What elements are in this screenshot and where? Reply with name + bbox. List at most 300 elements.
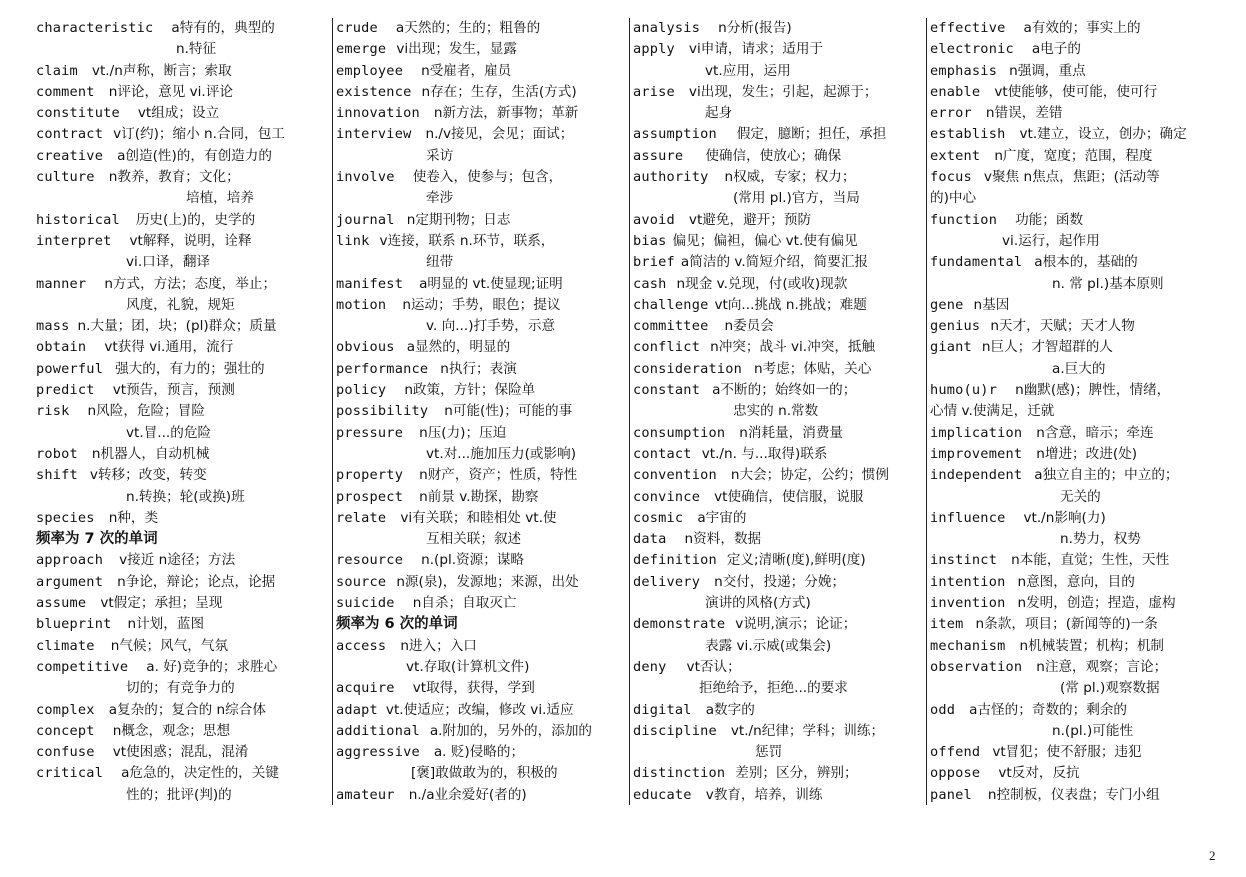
definition: a天然的；生的；粗鲁的 — [395, 20, 541, 36]
definition: n大会；协定，公约；惯例 — [730, 467, 889, 484]
definition: n含意，暗示；牵连 — [1036, 424, 1154, 441]
definition: vt使确信，使信服，说服 — [714, 488, 864, 505]
vocab-entry — [633, 785, 923, 805]
headword: blueprint — [36, 616, 112, 633]
headword: historical — [36, 211, 120, 228]
definition: n发明，创造；捏造，虚构 — [1017, 595, 1176, 612]
headword: distinction — [633, 765, 726, 782]
vocab-entry — [336, 82, 626, 103]
vocab-entry — [36, 657, 328, 700]
vocab-entry — [36, 167, 328, 210]
definition: n错误，差错 — [985, 105, 1063, 122]
definition: a有效的；事实上的 — [1023, 20, 1141, 36]
headword: bias — [633, 232, 667, 249]
definition: n交付，投递；分娩； — [714, 573, 846, 590]
definition-continuation: 心情 v.使满足，迁就 — [930, 403, 1055, 420]
definition: vt使能够，使可能，使可行 — [994, 83, 1158, 100]
vocab-entry — [930, 550, 1222, 571]
headword: performance — [336, 360, 429, 377]
definition: n权威，专家；权力； — [724, 169, 856, 186]
definition: vt反对，反抗 — [998, 765, 1080, 782]
headword: enable — [930, 83, 981, 100]
definition: 使确信，使放心；确保 — [705, 147, 842, 164]
definition: vi有关联；和睦相处 vt.使 — [400, 509, 557, 526]
definition: n源(泉)，发源地；来源，出处 — [396, 573, 579, 590]
definition: vt向...挑战 n.挑战；难题 — [714, 296, 867, 313]
definition: v教育，培养，训练 — [705, 786, 823, 803]
vocab-entry — [36, 61, 328, 82]
vocab-entry — [930, 146, 1222, 167]
definition: v连接，联系 n.环节，联系， — [379, 232, 555, 249]
definition: n条款，项目；(新闻等的)一条 — [975, 616, 1158, 633]
headword: establish — [930, 126, 1006, 143]
section-heading: 频率为 7 次的单词 — [36, 531, 158, 548]
definition-continuation: a.巨大的 — [1052, 360, 1106, 377]
headword: emphasis — [930, 62, 998, 79]
vocab-entry — [36, 444, 328, 465]
definition: n.(pl.资源；谋略 — [421, 552, 525, 569]
definition: n机械装置；机构；机制 — [1019, 637, 1165, 654]
definition: n./v接见，会见；面试； — [425, 126, 574, 143]
headword: constitute — [36, 105, 120, 122]
definition: n本能，直觉；生性，天性 — [1011, 552, 1170, 569]
definition: vt.使适应；改编，修改 vi.适应 — [385, 701, 574, 718]
vocab-entry — [930, 423, 1222, 444]
headword: extent — [930, 147, 981, 164]
vocab-entry — [633, 316, 923, 337]
definition-continuation: 培植，培养 — [186, 190, 254, 207]
headword: function — [930, 211, 998, 228]
definition-continuation: n.特征 — [176, 41, 217, 58]
headword: convention — [633, 467, 717, 484]
headword: observation — [930, 658, 1023, 675]
headword: interpret — [36, 232, 112, 249]
headword: link — [336, 232, 370, 249]
headword: avoid — [633, 211, 675, 228]
headword: comment — [36, 83, 95, 100]
definition: n压(力)；压迫 — [419, 424, 507, 441]
vocab-entry — [336, 210, 626, 231]
headword: employee — [336, 62, 404, 79]
vocab-entry — [930, 18, 1222, 39]
definition: vi出现；发生，显露 — [396, 41, 517, 58]
headword: mass — [36, 318, 70, 335]
definition: n执行；表演 — [440, 360, 517, 377]
definition: 偏见；偏袒，偏心 vt.使有偏见 — [672, 232, 858, 249]
headword: confuse — [36, 744, 95, 761]
vocab-entry — [336, 337, 626, 358]
vocab-entry — [336, 39, 626, 60]
vocab-entry — [930, 763, 1222, 784]
vocab-entry — [633, 508, 923, 529]
definition: n.大量；团，块；(pl)群众；质量 — [77, 318, 277, 335]
headword: focus — [930, 169, 972, 186]
definition: vt./n声称，断言；索取 — [91, 62, 232, 79]
headword: relate — [336, 509, 387, 526]
vocab-entry — [36, 401, 328, 444]
definition-continuation: n.(pl.)可能性 — [1052, 722, 1134, 739]
headword: giant — [930, 339, 972, 356]
definition-continuation: 表露 vi.示威(或集会) — [705, 637, 832, 654]
headword: shift — [36, 467, 78, 484]
definition-continuation: n. 常 pl.)基本原则 — [1052, 275, 1164, 292]
vocab-entry — [336, 785, 626, 805]
definition: n资料，数据 — [684, 531, 762, 548]
vocab-entry — [633, 423, 923, 444]
vocab-entry — [930, 252, 1222, 295]
definition: a危急的，决定性的，关键 — [121, 765, 279, 782]
headword: adapt — [336, 701, 378, 718]
definition: vt预告，预言，预测 — [112, 382, 235, 399]
vocab-entry — [336, 572, 626, 593]
vocab-entry — [36, 316, 328, 337]
definition: vt冒犯；使不舒服；违犯 — [992, 744, 1142, 761]
headword: oppose — [930, 765, 981, 782]
definition-continuation: n.转换；轮(或换)班 — [126, 488, 245, 505]
vocab-entry — [633, 295, 923, 316]
vocab-entry — [36, 82, 328, 103]
definition: 功能；函数 — [1015, 211, 1084, 228]
headword: arise — [633, 83, 675, 100]
headword: acquire — [336, 680, 395, 697]
vocab-entry — [36, 210, 328, 231]
headword: journal — [336, 211, 395, 228]
definition-continuation: 的)中心 — [930, 190, 977, 207]
headword: culture — [36, 169, 95, 186]
headword: educate — [633, 786, 692, 803]
headword: existence — [336, 83, 412, 100]
headword: improvement — [930, 445, 1023, 462]
headword: contract — [36, 126, 104, 143]
vocab-entry — [633, 18, 923, 39]
definition: a显然的，明显的 — [406, 339, 511, 356]
vocab-entry — [930, 61, 1222, 82]
definition: n增进；改进(处) — [1036, 445, 1138, 462]
headword: effective — [930, 20, 1006, 36]
headword: critical — [36, 765, 104, 782]
headword: implication — [930, 424, 1023, 441]
definition: vt组成；设立 — [137, 105, 220, 122]
definition: vt./n纪律；学科；训练； — [730, 722, 885, 739]
definition-continuation: 惩罚 — [755, 744, 783, 761]
vocab-entry — [36, 103, 328, 124]
vocab-entry — [930, 124, 1222, 145]
headword: aggressive — [336, 744, 420, 761]
headword: competitive — [36, 658, 129, 675]
definition-continuation: vt.存取(计算机文件) — [406, 658, 530, 675]
definition: a复杂的；复合的 n综合体 — [108, 701, 266, 718]
vocab-entry — [336, 167, 626, 210]
definition: 历史(上)的，史学的 — [135, 211, 256, 228]
definition: a简洁的 v.简短介绍，简要汇报 — [680, 254, 869, 271]
vocab-entry — [633, 146, 923, 167]
headword: obvious — [336, 339, 395, 356]
headword: odd — [930, 701, 956, 718]
vocab-entry — [633, 380, 923, 423]
definition-continuation: 纽带 — [426, 254, 454, 271]
section-heading: 频率为 6 次的单词 — [336, 616, 458, 633]
definition-continuation: (常 pl.)观察数据 — [1060, 680, 1160, 697]
definition: n巨人；才智超群的人 — [981, 339, 1113, 356]
vocab-entry — [633, 167, 923, 210]
definition: n政策，方针；保险单 — [404, 382, 536, 399]
headword: assume — [36, 595, 87, 612]
vocab-entry — [633, 252, 923, 273]
headword: deny — [633, 658, 667, 675]
vocab-entry — [36, 721, 328, 742]
definition-continuation: 演讲的风格(方式) — [705, 595, 811, 612]
headword: fundamental — [930, 254, 1023, 271]
definition: 强大的，有力的；强壮的 — [115, 360, 265, 377]
headword: robot — [36, 445, 78, 462]
headword: manner — [36, 275, 87, 292]
headword: delivery — [633, 573, 701, 590]
vocab-entry — [633, 274, 923, 295]
headword: claim — [36, 62, 78, 79]
headword: definition — [633, 552, 717, 569]
vocab-entry — [336, 636, 626, 679]
headword: authority — [633, 169, 709, 186]
definition: v聚焦 n焦点，焦距；(活动等 — [983, 169, 1160, 186]
headword: genius — [930, 318, 981, 335]
definition: vt假定；承担；呈现 — [100, 595, 223, 612]
column-4 — [926, 18, 1222, 805]
vocab-entry — [336, 61, 626, 82]
vocab-entry — [930, 700, 1222, 743]
column-3 — [629, 18, 923, 805]
vocab-entry — [336, 550, 626, 571]
headword: argument — [36, 573, 104, 590]
vocab-entry — [36, 614, 328, 635]
definition: n受雇者，雇员 — [421, 62, 512, 79]
vocab-entry — [36, 146, 328, 167]
definition: n天才，天赋；天才人物 — [990, 318, 1135, 335]
definition: n运动；手势，眼色；提议 — [402, 296, 561, 313]
headword: independent — [930, 467, 1023, 484]
headword: challenge — [633, 296, 709, 313]
vocab-entry — [930, 295, 1222, 316]
vocab-entry — [930, 508, 1222, 551]
definition: v转移；改变，转变 — [89, 467, 207, 484]
headword: powerful — [36, 360, 104, 377]
headword: interview — [336, 126, 412, 143]
definition: vt./n. 与...取得)联系 — [701, 445, 828, 462]
headword: mechanism — [930, 637, 1006, 654]
vocab-entry — [36, 636, 328, 657]
headword: species — [36, 509, 95, 526]
vocab-entry — [336, 593, 626, 614]
vocab-entry — [930, 636, 1222, 657]
definition: n教养，教育；文化； — [108, 169, 240, 186]
definition: n注意，观察；言论； — [1036, 658, 1168, 675]
definition: n进入；入口 — [400, 637, 477, 654]
headword: conflict — [633, 339, 701, 356]
vocab-entry — [633, 210, 923, 231]
definition: 使卷入，使参与；包含， — [412, 169, 563, 186]
definition: vt避免，避开；预防 — [688, 211, 812, 228]
column-2 — [332, 18, 626, 805]
headword: offend — [930, 744, 981, 761]
definition: n存在；生存，生活(方式) — [421, 83, 577, 100]
definition: vt./n影响(力) — [1023, 509, 1106, 526]
definition: n概念，观念；思想 — [112, 722, 231, 739]
definition: n争论，辩论；论点，论据 — [117, 573, 276, 590]
headword: committee — [633, 318, 709, 335]
definition: 定义;清晰(度),鲜明(度) — [726, 552, 866, 569]
headword: consumption — [633, 424, 726, 441]
definition: a. 好)竞争的；求胜心 — [146, 658, 278, 675]
vocab-entry — [930, 380, 1222, 423]
vocab-entry — [36, 337, 328, 358]
vocabulary-page — [36, 18, 1226, 808]
vocab-entry — [930, 593, 1222, 614]
definition: a特有的，典型的 — [171, 20, 275, 36]
vocab-entry — [633, 572, 923, 615]
vocab-entry — [930, 210, 1222, 253]
headword: analysis — [633, 20, 701, 36]
headword: gene — [930, 296, 964, 313]
vocab-entry — [930, 742, 1222, 763]
vocab-entry — [633, 39, 923, 82]
headword: brief — [633, 254, 675, 271]
vocab-entry — [930, 316, 1222, 337]
headword: involve — [336, 169, 395, 186]
definition: vt否认； — [686, 658, 741, 675]
definition: n计划，蓝图 — [127, 616, 205, 633]
definition-continuation: 风度，礼貌，规矩 — [126, 296, 235, 313]
definition: v说明,演示；论证； — [735, 616, 857, 633]
headword: constant — [633, 382, 701, 399]
vocab-entry — [930, 657, 1222, 700]
definition: v订(约)；缩小 n.合同，包工 — [113, 126, 285, 143]
headword: invention — [930, 595, 1006, 612]
headword: climate — [36, 637, 95, 654]
vocab-entry — [36, 572, 328, 593]
definition-continuation: vi.运行，起作用 — [1002, 232, 1100, 249]
vocab-entry — [36, 593, 328, 614]
definition: n评论，意见 vi.评论 — [108, 83, 233, 100]
definition: n冲突；战斗 vi.冲突，抵触 — [710, 339, 876, 356]
definition: a电子的 — [1031, 41, 1081, 58]
vocab-entry — [336, 103, 626, 124]
definition: vt.建立，设立，创办；确定 — [1019, 126, 1187, 143]
vocab-entry — [36, 700, 328, 721]
definition: a独立自主的；中立的； — [1034, 467, 1179, 484]
vocab-entry — [336, 295, 626, 338]
definition: a古怪的；奇数的；剩余的 — [969, 701, 1128, 718]
vocab-entry — [336, 721, 626, 742]
definition: n分析(报告) — [718, 20, 792, 36]
definition: vi出现，发生；引起，起源于； — [688, 83, 878, 100]
vocab-entry — [633, 487, 923, 508]
vocab-entry — [930, 167, 1222, 210]
vocab-entry — [633, 359, 923, 380]
definition: a.附加的，另外的，添加的 — [429, 722, 593, 739]
definition: n前景 v.勘探，勘察 — [419, 488, 539, 505]
definition-continuation: 性的；批评(判)的 — [126, 786, 232, 803]
definition: n意图，意向，目的 — [1017, 573, 1135, 590]
vocab-entry — [336, 18, 626, 39]
headword: motion — [336, 296, 387, 313]
headword: demonstrate — [633, 616, 726, 633]
definition: n幽默(感)；脾性，情绪， — [1015, 382, 1171, 399]
vocab-entry — [930, 39, 1222, 60]
definition: a不断的；始终如一的； — [712, 382, 857, 399]
headword: error — [930, 105, 972, 122]
definition-continuation: n.势力，权势 — [1060, 531, 1141, 548]
vocab-entry — [36, 465, 328, 508]
headword: contact — [633, 445, 692, 462]
vocab-entry — [633, 82, 923, 125]
vocab-entry — [36, 274, 328, 317]
definition-continuation: 牵涉 — [426, 190, 454, 207]
vocab-entry — [633, 124, 923, 145]
definition: 假定，臆断；担任，承担 — [736, 126, 887, 143]
headword: discipline — [633, 722, 717, 739]
vocab-entry — [633, 529, 923, 550]
definition: n自杀；自取灭亡 — [412, 595, 517, 612]
vocab-entry — [336, 423, 626, 466]
headword: pressure — [336, 424, 404, 441]
vocab-entry — [633, 657, 923, 700]
headword: concept — [36, 722, 95, 739]
vocab-entry — [336, 401, 626, 422]
definition: n委员会 — [724, 318, 774, 335]
vocab-entry — [36, 550, 328, 571]
definition-continuation: [褒]敢做敢为的，积极的 — [411, 765, 558, 782]
headword: policy — [336, 382, 387, 399]
vocab-entry — [633, 465, 923, 486]
definition: n强调，重点 — [1009, 62, 1086, 79]
vocab-entry — [336, 678, 626, 699]
headword: innovation — [336, 105, 420, 122]
page-number: 2 — [1209, 848, 1216, 863]
vocab-entry — [633, 231, 923, 252]
definition: n方式，方法；态度，举止； — [104, 275, 277, 292]
vocab-entry — [36, 124, 328, 145]
vocab-entry — [36, 359, 328, 380]
vocab-entry — [633, 700, 923, 721]
vocab-entry — [336, 465, 626, 486]
definition: v接近 n途径；方法 — [119, 552, 236, 569]
vocab-entry — [36, 742, 328, 763]
vocab-entry — [36, 508, 328, 529]
column-1 — [36, 18, 328, 805]
headword: predict — [36, 382, 95, 399]
definition-continuation: vi.口译，翻译 — [126, 254, 211, 271]
definition: n风险，危险；冒险 — [87, 403, 205, 420]
headword: crude — [336, 20, 378, 36]
headword: complex — [36, 701, 95, 718]
headword: emerge — [336, 41, 387, 58]
definition: n财产，资产；性质，特性 — [419, 467, 578, 484]
vocab-entry — [336, 274, 626, 295]
headword: manifest — [336, 275, 404, 292]
vocab-entry — [336, 124, 626, 167]
vocab-entry — [930, 82, 1222, 103]
definition: n种，类 — [108, 509, 159, 526]
headword: amateur — [336, 786, 395, 803]
headword: digital — [633, 701, 692, 718]
definition: n可能(性)；可能的事 — [444, 403, 573, 420]
vocab-entry — [633, 550, 923, 571]
definition: a创造(性)的，有创造力的 — [117, 147, 272, 164]
definition: n考虑；体贴，关心 — [754, 360, 872, 377]
headword: assumption — [633, 126, 717, 143]
definition: n广度，宽度；范围，程度 — [994, 147, 1153, 164]
headword: possibility — [336, 403, 429, 420]
headword: intention — [930, 573, 1006, 590]
